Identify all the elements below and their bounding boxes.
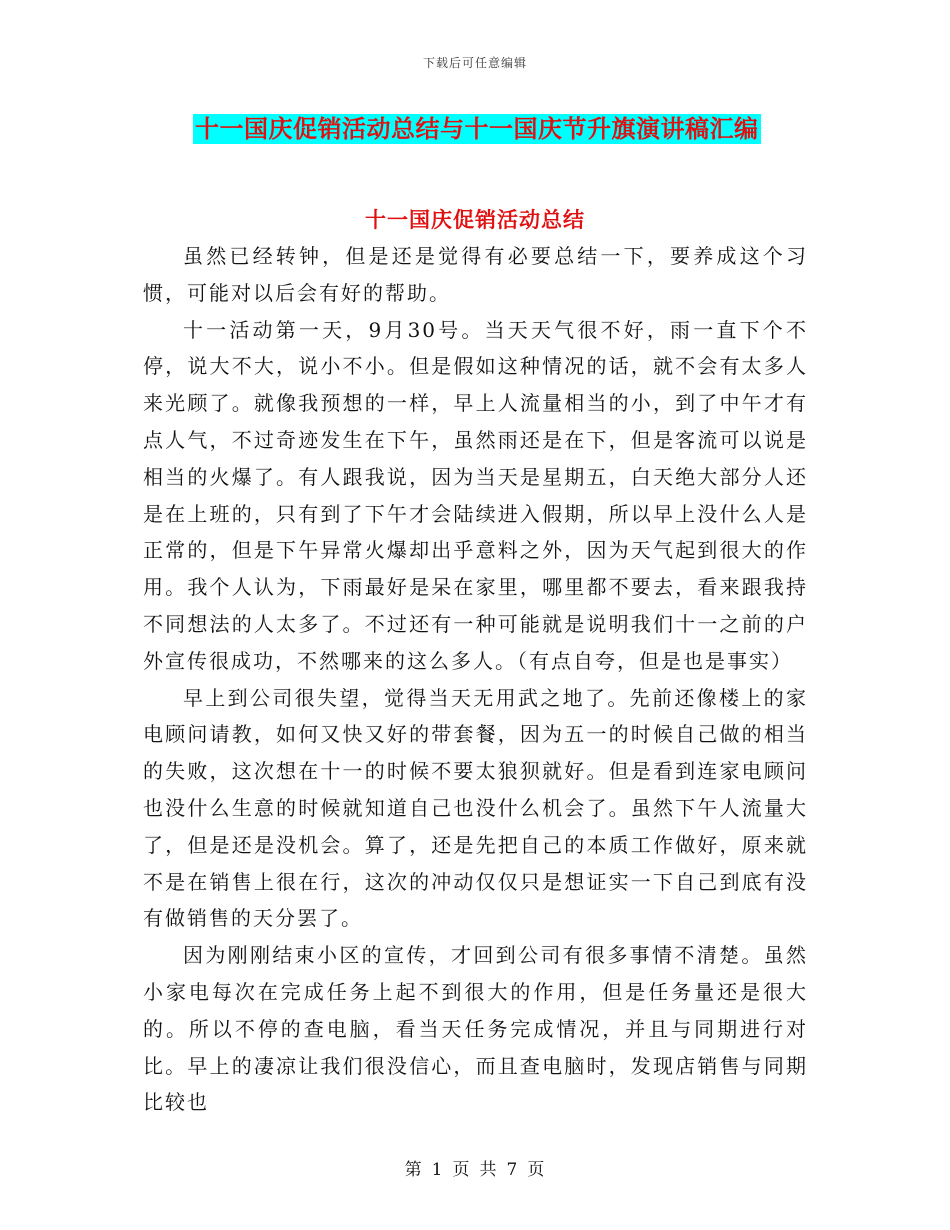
document-title: 十一国庆促销活动总结与十一国庆节升旗演讲稿汇编 bbox=[195, 114, 759, 143]
page-footer bbox=[0, 1155, 950, 1180]
total-label: 共 bbox=[479, 1160, 498, 1180]
paragraph: 十一活动第一天，9月30号。当天天气很不好，雨一直下个不停，说大不大，说小不小。但是假如这种情况的话，就不会有太多人来光顾了。就像我预想的一样，早上人流量相当的小，到了中午才有点人气，不过奇迹发生在下午，虽然雨还是在下，但是客流可以说是相当的火爆了。有人跟我说，因为当天是星期五，白天绝大部分人还是在上班的，只有到了下午才会陆续进入假期，所以早上没什么人是正常的，但是下午异常火爆却出乎意料之外，因为天气起到很大的作用。我个人认为，下雨最好是呆在家里，哪里都不要去，看来跟我持不同想法的人太多了。不过还有一种可能就是说明我们十一之前的户外宣传很成功，不然哪来的这么多人。（有点自夸，但是也是事实） bbox=[143, 317, 808, 673]
page-label: 第 bbox=[404, 1160, 423, 1180]
header-note: 下载后可任意编辑 bbox=[422, 56, 527, 70]
paragraph: 因为刚刚结束小区的宣传，才回到公司有很多事情不清楚。虽然小家电每次在完成任务上起不到很大的作用，但是任务量还是很大的。所以不停的查电脑，看当天任务完成情况，并且与同期进行对比。早上的凄凉让我们很没信心，而且查电脑时，发现店销售与同期比较也 bbox=[143, 943, 808, 1115]
document-body bbox=[143, 238, 808, 1121]
paragraph: 虽然已经转钟，但是还是觉得有必要总结一下，要养成这个习惯，可能对以后会有好的帮助。 bbox=[143, 244, 808, 305]
current-page-number: 1 bbox=[431, 1160, 444, 1180]
page-unit-label: 页 bbox=[452, 1160, 471, 1180]
total-pages-number: 7 bbox=[506, 1160, 519, 1180]
total-unit-label: 页 bbox=[527, 1160, 546, 1180]
paragraph: 早上到公司很失望，觉得当天无用武之地了。先前还像楼上的家电顾问请教，如何又快又好的带套餐，因为五一的时候自己做的相当的失败，这次想在十一的时候不要太狼狈就好。但是看到连家电顾问也没什么生意的时候就知道自己也没什么机会了。虽然下午人流量大了，但是还是没机会。算了，还是先把自己的本质工作做好，原来就不是在销售上很在行，这次的冲动仅仅只是想证实一下自己到底有没有做销售的天分罢了。 bbox=[143, 685, 808, 931]
section-heading: 十一国庆促销活动总结 bbox=[365, 207, 585, 232]
